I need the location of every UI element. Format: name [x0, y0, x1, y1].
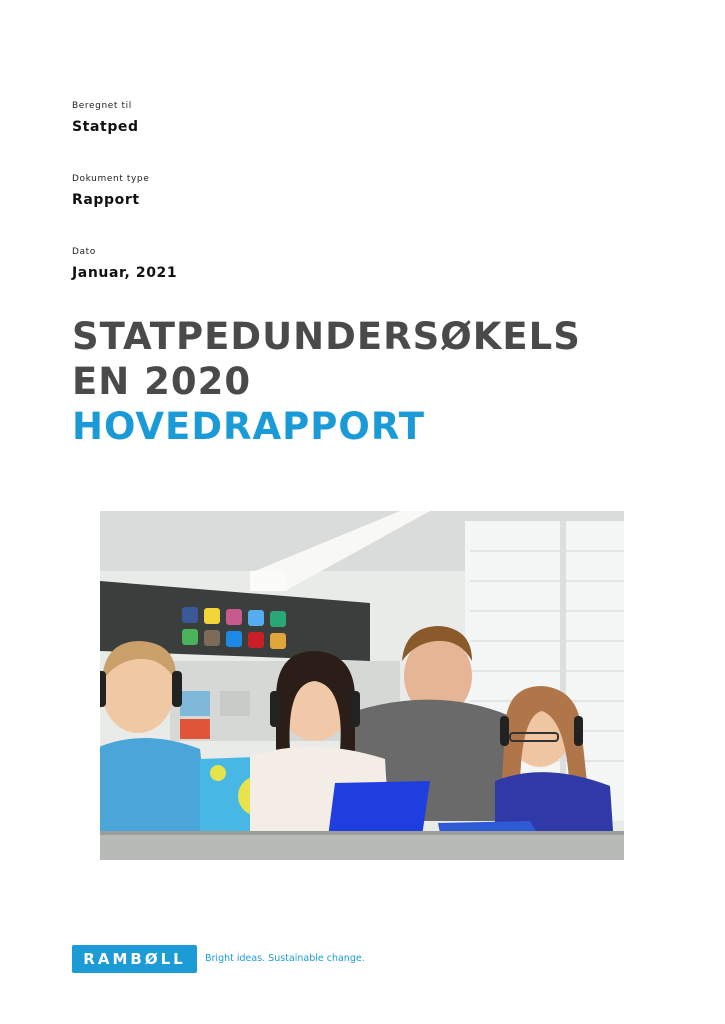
title-line-3: HOVEDRAPPORT	[72, 405, 425, 448]
ramboll-tagline: Bright ideas. Sustainable change.	[205, 953, 365, 964]
document-title	[72, 314, 632, 449]
field-value-dokument-type: Rapport	[72, 192, 140, 208]
cover-photo	[100, 511, 624, 860]
title-line-1: STATPEDUNDERSØKELS	[72, 315, 581, 358]
field-value-beregnet: Statped	[72, 119, 139, 135]
field-label-beregnet: Beregnet til	[72, 101, 132, 111]
ramboll-logo: RAMBØLL	[72, 945, 197, 973]
title-line-2: EN 2020	[72, 360, 252, 403]
field-value-dato: Januar, 2021	[72, 265, 178, 281]
field-label-dato: Dato	[72, 247, 96, 257]
field-label-dokument-type: Dokument type	[72, 174, 150, 184]
